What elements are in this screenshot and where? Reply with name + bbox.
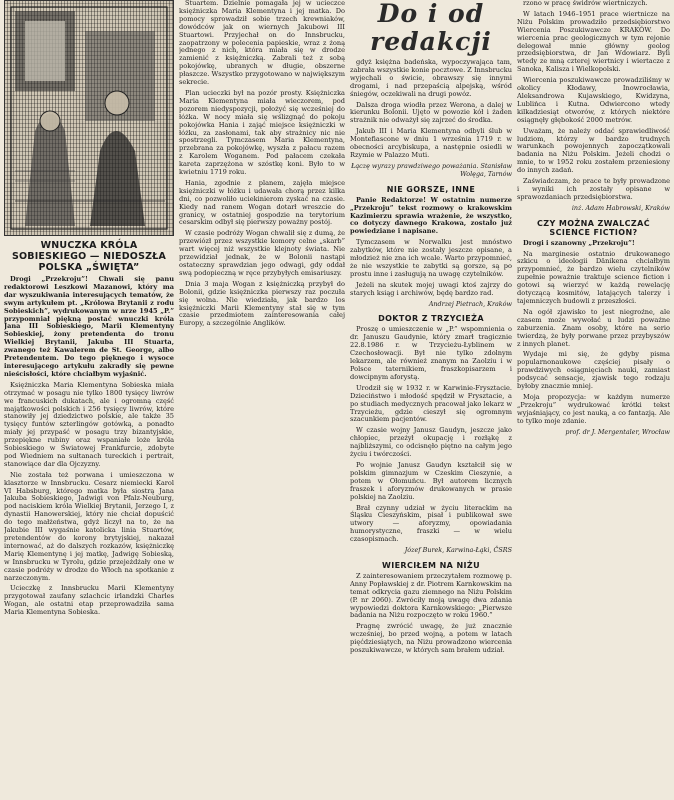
paragraph: Nie została też porwana i umieszczona w klasztorze w Innsbrucku. Cesarz niemiecki Karol VI Habsburg, którego matka była siostrą Jana Jakuba Sobieskiego, Jadwigi von Pfalz-Neuburg, pod naciskiem króla Wielkiej Brytanii, Jerzego I, z dynastii Hanowerskiej, który nie chciał dopuścić do tego małżeństwa, gdyż liczył na to, że na Jakubie III wygaśnie katolicka linia Stuartów, pretendentów do korony brytyjskiej, nakazał internować, aż do dalszych rozkazów, księżniczkę Marię Klementynę i jej matkę, Jadwigę Sobieską, w Innsbrucku w Tyrolu, gdzie przejeżdżały one w czasie podróży w drodze do Włoch na spotkanie z narzeczonym. <box>4 470 174 582</box>
paragraph: Ucieczkę z Innsbrucku Marii Klementyny przygotował zaufany szlachcic irlandzki Charles Wogan, ale ostatni etap przeprowadziła sama Maria Klementyna Sobieska. <box>4 584 174 617</box>
paragraph: W czasie podróży Wogan chwalił się z dumą, że przewiózł przez wszystkie komory celne „skarb” wart więcej niż wszystkie klejnoty świata. Nie przewidział jednak, że w Bolonii nastąpi ostateczny sprawdzian jego odwagi, gdy oddał swą podopieczną w ręce przybyłych emisariuszy. <box>179 229 345 277</box>
signature: inż. Adam Habrowski, Kraków <box>571 203 670 212</box>
historical-engraving-image <box>4 0 174 236</box>
paragraph: Zaświadczam, że prace te były prowadzone i wyniki ich zostały opisane w sprawozdaniach przedsiębiorstwa. <box>517 177 670 201</box>
paragraph: Uważam, że należy oddać sprawiedliwość ludziom, którzy w bardzo trudnych warunkach powojennych zapoczątkowali badania na Niżu Polskim. Jeżeli chodzi o mnie, to w 1952 roku zostałem przeniesiony do innych zadań. <box>517 126 670 175</box>
sub-heading: WIERCIŁEM NA NIŻU <box>381 560 481 570</box>
paragraph: Wydaje mi się, że gdyby pisma popularnonaukowe częściej pisały o prawdziwych osiągnięciach nauki, zamiast podsycać sensacje, zjawisk tego rodzaju byłoby znacznie mniej. <box>517 350 670 391</box>
paragraph: Proszę o umieszczenie w „P.” wspomnienia o dr. Januszu Gaudynie, który zmarł tragicznie 22.8.1986 r. w Trzycieżu-Łyblinem w Czechosłowacji. Był nie tylko zdolnym lekarzem, ale również znanym na Zaolziu i w Polsce taternikiem, fraszkopisarzem i dowcipnym aforystą. <box>350 325 512 381</box>
paragraph: Księżniczka Maria Klementyna Sobieska miała otrzymać w posagu nie tylko 1800 tysięcy liwrów we francuskich dukatach, ale i ogromną część majątkowości polskich i 256 tysięcy liwrów, które stanowiły jej dziedzictwo polskie, ale także 35 tysięcy funtów szterlingów gotówką, a ponadto miały jej przypaść w posagu trzy bizantyjskie, przepiękne rubiny oraz wspaniałe loże króla Sobieskiego w Światowej Frankfurcie, zdobyte pod Wiedniem na sułtanach tureckich i pertrait, stanowiące dar dla Ojczyzny. <box>4 380 174 468</box>
paragraph: Na ogół zjawisko to jest niegroźne, ale czasem może wywołać u ludzi poważne zaburzenia. Znam osoby, które na serio twierdzą, że były porwane przez przybyszów z innych planet. <box>517 307 670 348</box>
paragraph: Brał czynny udział w życiu literackim na Śląsku Cieszyńskim, pisał i publikował swe utwory — aforyzmy, opowiadania humorystyczne, fraszki — w wielu czasopismach. <box>350 503 512 544</box>
paragraph: Jeżeli na skutek mojej uwagi ktoś zajrzy do starych ksiąg i archiwów, będę bardzo rad. <box>350 280 512 297</box>
paragraph: Z zainteresowaniem przeczytałem rozmowę p. Anny Popławskiej z dr. Piotrem Karnkowskim na temat odkrycia gazu ziemnego na Niżu Polskim (P. nr 2060). Zwróciły moją uwagę dwa zdania wypowiedzi doktora Karnkowskiego: „Pierwsze badania na Niżu rozpoczęto w roku 1960.” <box>350 571 512 620</box>
column-4 <box>517 0 670 800</box>
section-header: Do i od redakcji <box>370 0 492 56</box>
column-3 <box>350 0 512 800</box>
paragraph: Na marginesie ostatnio drukowanego szkicu o ideologii Dänikena chciałbym przypomnieć, że bardzo wielu czytelników zupełnie poważnie traktuje science fiction i gotowi są wierzyć w każdą rewelację dotyczącą kosmitów, latających talerzy i tajemniczych budowli z przeszłości. <box>517 249 670 305</box>
sub-heading: NIE GORSZE, INNE <box>386 184 476 194</box>
column-2 <box>179 0 345 800</box>
paragraph: Urodził się w 1932 r. w Karwinie-Frysztacie. Dzieciństwo i młodość spędził w Frysztacie, a po studiach medycznych pracował jako lekarz w Trzycieżu, gdzie cieszył się ogromnym szacunkiem pacjentów. <box>350 383 512 424</box>
sub-heading: DOKTOR Z TRZYCIEŻA <box>378 314 484 324</box>
paragraph: Plan ucieczki był na pozór prosty. Księżniczka Maria Klementyna miała wieczorem, pod pozorem niedyspozycji, położyć się wcześniej do łóżka. W nocy miała się wślizgnąć do pokoju pokojówka Hania i zająć miejsce księżniczki w łóżku, za zasłonami, tak aby strażnicy nic nie spostrzegli. Tymczasem Maria Klementyna, przebrana za pokojówkę, wyszła z pałacu razem z Karolem Woganem. Pod pałacem czekała kareta zaprzężona w szóstkę koni. Było to w kwietniu 1719 roku. <box>179 88 345 177</box>
paragraph: W czasie wojny Janusz Gaudyn, jeszcze jako chłopiec, przeżył okupację i rozłąkę z najbliższymi, co odcisnęło piętno na całym jego życiu i twórczości. <box>350 426 512 459</box>
paragraph: Po wojnie Janusz Gaudyn kształcił się w polskim gimnazjum w Czeskim Cieszynie, a potem w Ołomuńcu. Był autorem licznych fraszek i aforyzmów drukowanych w prasie polskiej na Zaolziu. <box>350 460 512 501</box>
paragraph: Dalsza droga wiodła przez Werona, a dalej w kierunku Bolonii. Ujęto w powozie kół i żaden strażnik nie odważył się zajrzeć do środka. <box>350 100 512 125</box>
paragraph: Hania, zgodnie z planem, zajęła miejsce księżniczki w łóżku i udawała chorą przez kilka dni, co pozwoliło uciekinierom zyskać na czasie. Kiedy nad ranem Wogan dotarł wreszcie do granicy, w ostatniej gospodzie na terytorium cesarskim odbył się pierwszy poważny postój. <box>179 178 345 227</box>
signature: Andrzej Pietrach, Kraków <box>428 299 512 308</box>
paragraph: gdyż księżna badeńska, wypoczywająca tam, zabrała wszystkie konie pocztowe. Z Innsbrucku wyjechali o świcie, obrawszy się innymi drogami, i nad przepaścią alpejską, wśród śniegów, oczekiwali na drugi powóz. <box>350 58 512 98</box>
paragraph: Stuartem. Dzielnie pomagała jej w ucieczce księżniczka Maria Klementyna i jej matka. Do pomocy sprowadził sobie trzech krewniaków, dowódców jak on wiernych Jakubowi III Stuartowi. Przyjechał on do Innsbrucku, zaopatrzony w polecenia papieskie, wraz z żoną jednego z nich, która miała się w drodze zamienić z księżniczką. Zabrali też z sobą pokojówkę, ubranych w długie, obszerne płaszcze. Wszystko przygotowano w największym sekrecie. <box>179 0 345 87</box>
signature: Łączę wyrazy prawdziwego poważania. Stanisław Wolęga, Tarnów <box>351 161 512 178</box>
paragraph: Pragnę zwrócić uwagę, że już znacznie wcześniej, bo przed wojną, a potem w latach pięćdziesiątych, na Niżu prowadzono wiercenia poszukiwawcze, w których sam brałem udział. <box>350 622 512 655</box>
paragraph: Drogi „Przekroju”! Chwali się panu redaktorowi Leszkowi Mazanowi, który ma dar wyszukiwania interesujących tematów, że swym artykułem pt. „Królowa Brytanii z rodu Sobieskich”, wydrukowanym w nrze 1945 „P.” przypomniał piękną postać wnuczki króla Jana III Sobieskiego, Marii Klementyny Sobieskiej, żony pretendenta do tronu Wielkiej Brytanii, Jakuba III Stuarta, zwanego też Kawalerem de St. George, albo Pretendentem. Do tego pięknego i wysoce interesującego artykułu zakradły się pewne nieścisłości, które chciałbym wyjaśnić. <box>4 275 174 378</box>
paragraph: Moja propozycja: w każdym numerze „Przekroju” wydrukować krótki tekst wyjaśniający, co jest nauką, a co fantazją. Ale to tylko moje zdanie. <box>517 392 670 425</box>
article-title-wnuczka: WNUCZKA KRÓLA SOBIESKIEGO — NIEDOSZŁA POLSKA „ŚWIĘTA” <box>11 240 167 273</box>
paragraph: rzono w pracę świdrów wiertniczych. <box>523 0 648 7</box>
paragraph: Jakub III i Maria Klementyna odbyli ślub w Montefiascone w dniu 1 września 1719 r. w obecności arcybiskupa, a następnie osiedli w Rzymie w Palazzo Muti. <box>350 127 512 159</box>
paragraph: Panie Redaktorze! W ostatnim numerze „Przekroju” tekst rozmowy o krakowskim Kazimierzu sprawia wrażenie, że wszystko, co dotyczy dawnego Krakowa, zostało już powiedziane i napisane. <box>350 195 512 236</box>
paragraph: W latach 1946–1951 prace wiertnicze na Niżu Polskim prowadziło przedsiębiorstwo Wiercenia Poszukiwawcze KRAKÓW. Do wiercenia prac geologicznych w tym rejonie delegował mnie główny geolog przedsiębiorstwa, dr Jan Wdowiarz. Byli wtedy ze mną czterej wiertnicy i wiertacze z Sanoka, Kalisza i Wielkopolski. <box>517 9 670 74</box>
column-1 <box>4 0 174 800</box>
paragraph: Tymczasem w Norwalku jest mnóstwo zabytków, które nie zostały jeszcze opisane, a młodzież nie zna ich wcale. Warto przypomnieć, że nie wszystkie te zabytki są gorsze, są po prostu inne i zasługują na uwagę czytelników. <box>350 238 512 278</box>
sub-heading: CZY MOŻNA ZWALCZAĆ SCIENCE FICTION? <box>537 218 650 237</box>
signature: prof. dr J. Mergentaler, Wrocław <box>565 427 670 436</box>
paragraph: Wiercenia poszukiwawcze prowadziliśmy w okolicy Kłodawy, Inowrocławia, Aleksandrowa Kujawskiego, Kwidzyna, Lublińca i Kutna. Odwiercono wtedy kilkadziesiąt otworów, z których niektóre osiągnęły głębokość 2000 metrów. <box>517 76 670 124</box>
engraving-illustration <box>5 1 173 235</box>
signature: Józef Burek, Karwina-Łąki, ČSRS <box>404 546 512 555</box>
paragraph: Dnia 3 maja Wogan z księżniczką przybył do Bolonii, gdzie księżniczka pierwszy raz poczuła się wolna. Nie wiedziała, jak bardzo los księżniczki Marii Klementyny stał się w tym czasie przedmiotem zainteresowania całej Europy, a szczególnie Anglików. <box>179 279 345 328</box>
paragraph: Drogi i szanowny „Przekroju”! <box>523 238 635 247</box>
